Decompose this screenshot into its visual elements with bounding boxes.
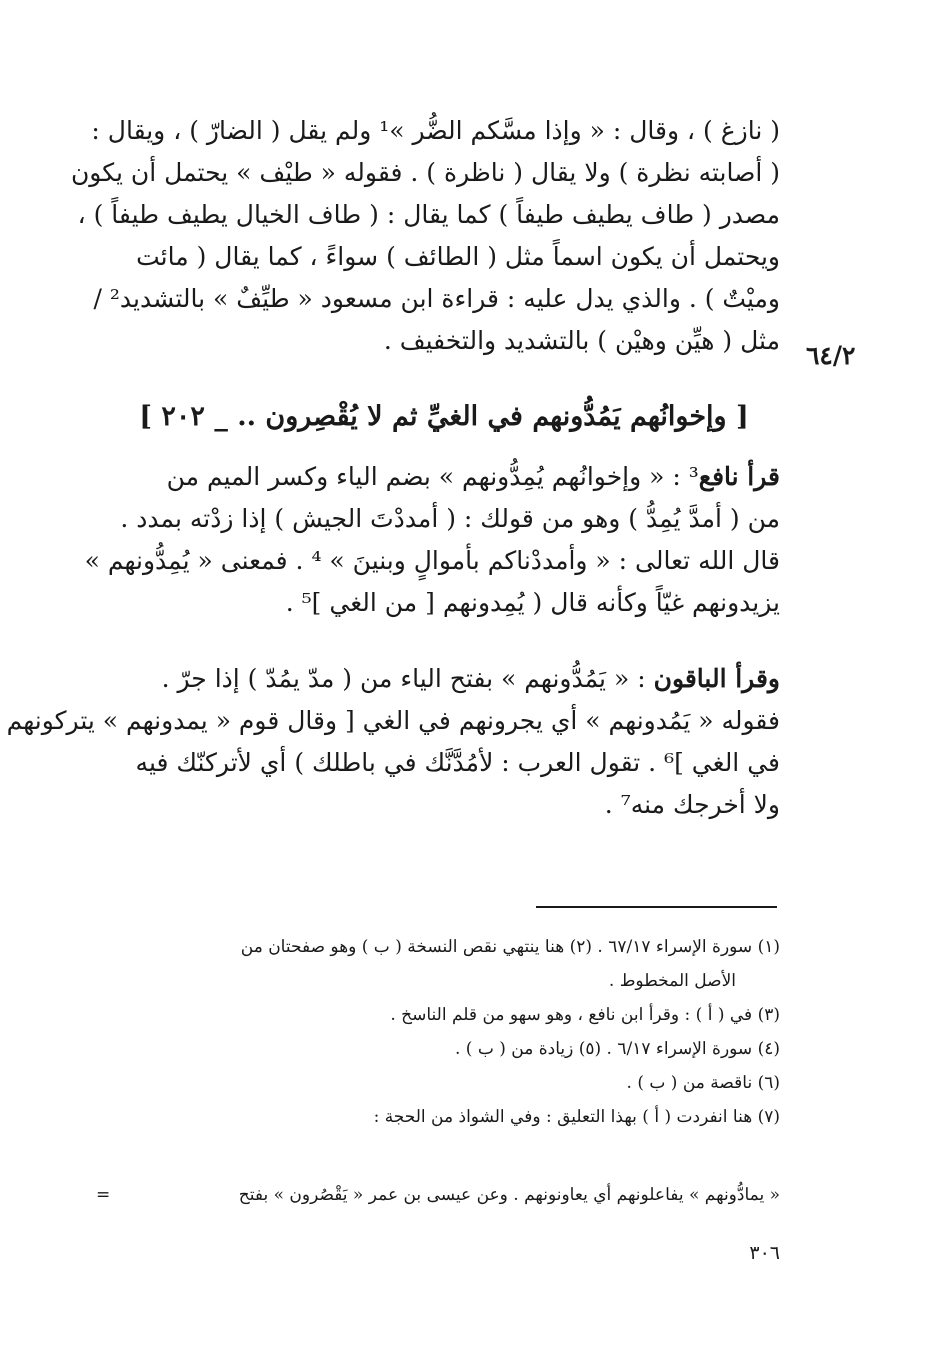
text-line: يزيدونهم غيّاً وكأنه قال ( يُمِدونهم [ من الغي ]⁵ . bbox=[285, 588, 780, 617]
text-line: مصدر ( طاف يطيف طيفاً ) كما يقال : ( طاف الخيال يطيف طيفاً ) ، bbox=[77, 200, 780, 229]
continuation-mark: = bbox=[96, 1185, 111, 1205]
footnote-divider bbox=[536, 906, 777, 908]
paragraph-1 bbox=[70, 110, 780, 362]
text-line: ويحتمل أن يكون اسماً مثل ( الطائف ) سواءً ، كما يقال ( مائت bbox=[136, 242, 780, 271]
text-line-rest: : « يَمُدُّونهم » بفتح الياء من ( مدّ يمُدّ ) إذا جرّ . bbox=[161, 664, 654, 693]
reader-name: قرأ نافع bbox=[698, 462, 780, 491]
readers-name: وقرأ الباقون bbox=[653, 664, 780, 693]
text-line bbox=[108, 456, 780, 498]
text-line: ولا أخرجك منه⁷ . bbox=[604, 790, 780, 819]
verse-heading: [ وإخوانُهم يَمُدُّونهم في الغيِّ ثم لا يُقْصِرون .. _ ٢٠٢ ] bbox=[139, 401, 749, 432]
footnotes bbox=[108, 930, 780, 1134]
text-line-rest: ³ : « وإخوانُهم يُمِدُّونهم » بضم الياء وكسر الميم من bbox=[166, 462, 699, 491]
footnote-line: (٤) سورة الإسراء ٦/١٧ . (٥) زيادة من ( ب ) . bbox=[454, 1039, 780, 1059]
footnote-line: (٧) هنا انفردت ( أ ) بهذا التعليق : وفي الشواذ من الحجة : bbox=[373, 1107, 780, 1127]
paragraph-3 bbox=[6, 658, 780, 826]
text-line: ( أصابته نظرة ) ولا يقال ( ناظرة ) . فقوله « طيْف » يحتمل أن يكون bbox=[70, 158, 780, 187]
margin-folio-reference: ٦٤/٢ bbox=[806, 341, 856, 370]
text-line: في الغي ]⁶ . تقول العرب : لأمُدَّنَّك في باطلك ) أي لأتركنّك فيه bbox=[135, 748, 780, 777]
text-line: مثل ( هيِّن وهيْن ) بالتشديد والتخفيف . bbox=[383, 326, 780, 355]
footnote-line: الأصل المخطوط . bbox=[608, 971, 736, 991]
footnote-carryover bbox=[96, 1178, 780, 1212]
text-line: وميْتٌ ) . والذي يدل عليه : قراءة ابن مسعود « طيِّفٌ » بالتشديد² / bbox=[93, 284, 780, 313]
footnote-line: (١) سورة الإسراء ٦٧/١٧ . (٢) هنا ينتهي نقص النسخة ( ب ) وهو صفحتان من bbox=[240, 937, 780, 957]
text-line: فقوله « يَمُدونهم » أي يجرونهم في الغي [ وقال قوم « يمدونهم » يتركونهم bbox=[6, 706, 780, 735]
footnote-carryover-text: « يمادُّونهم » يفاعلونهم أي يعاونونهم . وعن عيسى بن عمر « يَقْصُرون » بفتح bbox=[238, 1185, 780, 1205]
text-line bbox=[108, 658, 780, 700]
footnote-line: (٣) في ( أ ) : وقرأ ابن نافع ، وهو سهو من قلم الناسخ . bbox=[390, 1005, 780, 1025]
text-line: من ( أمدَّ يُمِدُّ ) وهو من قولك : ( أمددْتَ الجيش ) إذا زدْته بمدد . bbox=[120, 504, 780, 533]
footnote-line: (٦) ناقصة من ( ب ) . bbox=[626, 1073, 780, 1093]
page-number: ٣٠٦ bbox=[749, 1242, 780, 1264]
paragraph-2 bbox=[84, 456, 780, 624]
text-line: قال الله تعالى : « وأمددْناكم بأموالٍ وبنينَ » ⁴ . فمعنى « يُمِدُّونهم » bbox=[84, 546, 780, 575]
text-line: ( نازغ ) ، وقال : « وإذا مسَّكم الضُّر »¹ ولم يقل ( الضارّ ) ، ويقال : bbox=[91, 116, 780, 145]
